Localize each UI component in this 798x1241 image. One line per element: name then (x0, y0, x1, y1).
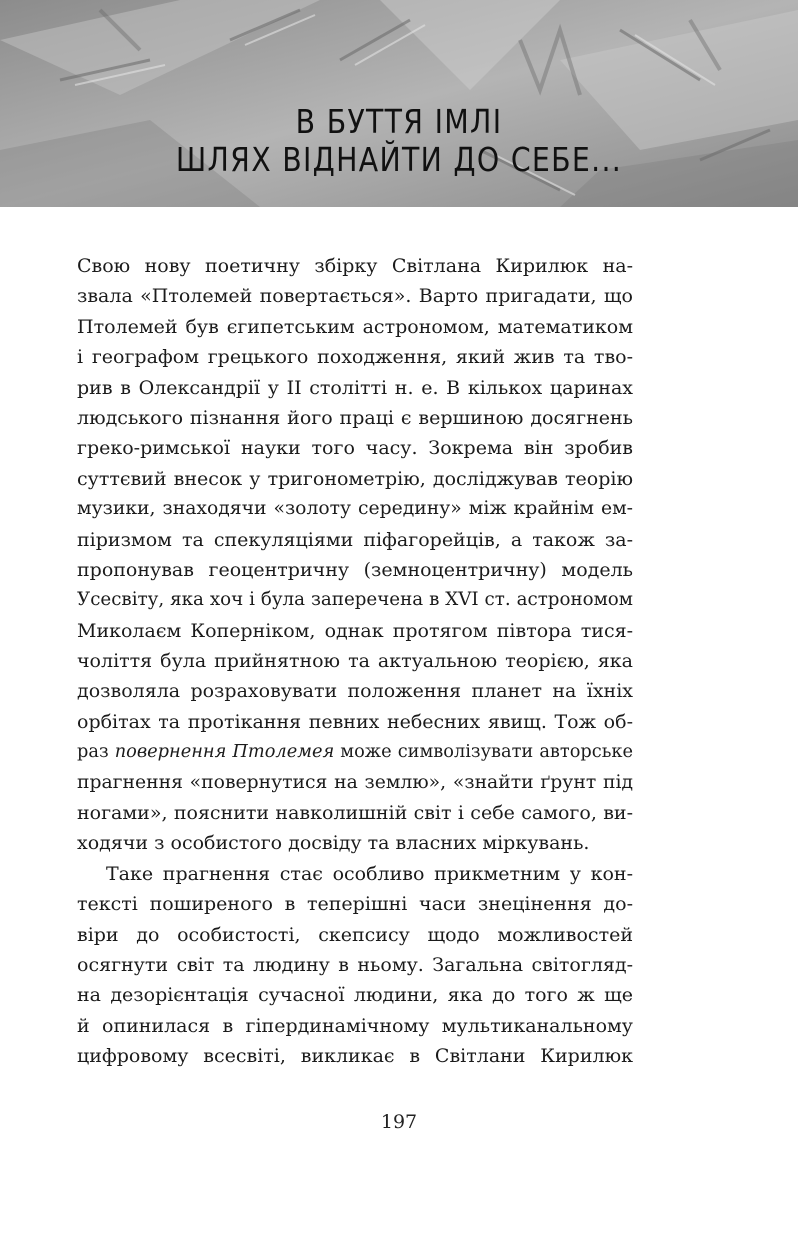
italic-phrase: повернення Птолемея (114, 742, 335, 763)
text-line: тексті поширеного в теперішні часи знецінення до- (77, 893, 633, 916)
text-line: пропонував геоцентричну (земноцентричну) модель (77, 558, 633, 581)
paragraph-2 (77, 859, 633, 1072)
text-line: греко-римської науки того часу. Зокрема він зробив (77, 437, 633, 460)
text-line: піризмом та спекуляціями піфагорейців, а також за- (77, 528, 633, 551)
text-line: Таке прагнення стає особливо прикметним у кон- (106, 862, 633, 885)
text-line: ногами», пояснити навколишній світ і себе самого, ви- (77, 802, 633, 825)
text-line: ходячи з особистого досвіду та власних міркувань. (77, 832, 590, 855)
text-line: осягнути світ та людину в ньому. Загальна світогляд- (77, 953, 633, 976)
chapter-title-line-2: ШЛЯХ ВІДНАЙТИ ДО СЕБЕ... (175, 140, 623, 179)
chapter-title (56, 103, 742, 179)
text-line: цифровому всесвіті, викликає в Світлани Кирилюк (77, 1045, 633, 1068)
text-line: музики, знаходячи «золоту середину» між крайнім ем- (77, 498, 633, 520)
text-line: й опинилася в гіпердинамічному мультиканальному (77, 1014, 633, 1037)
text-line: людського пізнання його праці є вершиною досягнень (77, 406, 633, 429)
chapter-title-line-1: В БУТТЯ ІМЛІ (295, 102, 503, 141)
paragraph-1 (77, 251, 633, 859)
text-line (77, 737, 633, 767)
text-line: Свою нову поетичну збірку Світлана Кирилюк на- (77, 255, 633, 277)
text-line: Усесвіту, яка хоч і була заперечена в XVI ст. астрономом (77, 589, 633, 611)
text-segment: може символізувати авторське (334, 742, 633, 763)
text-line: Птолемей був єгипетським астрономом, математиком (77, 315, 633, 338)
text-line: чоліття була прийнятною та актуальною теорією, яка (77, 650, 633, 673)
text-line: прагнення «повернутися на землю», «знайти ґрунт під (77, 771, 633, 793)
main-text (77, 251, 633, 1072)
text-line: звала «Птолемей повертається». Варто пригадати, що (77, 285, 633, 308)
text-line: орбітах та протікання певних небесних явищ. Тож об- (77, 710, 633, 733)
page-number: 197 (380, 1111, 418, 1133)
text-line: дозволяла розраховувати положення планет на їхніх (77, 680, 633, 703)
text-line: суттєвий внесок у тригонометрію, досліджував теорію (77, 467, 633, 490)
text-line: Миколаєм Коперніком, однак протягом півтора тися- (77, 619, 633, 642)
text-line: і географом грецького походження, який жив та тво- (77, 346, 633, 369)
text-segment: раз (77, 742, 115, 763)
text-line: рив в Олександрії у II столітті н. е. В кількох царинах (77, 376, 633, 399)
text-line: на дезорієнтація сучасної людини, яка до того ж ще (77, 984, 633, 1007)
text-line: віри до особистості, скепсису щодо можливостей (77, 923, 633, 946)
header-banner (0, 0, 798, 207)
